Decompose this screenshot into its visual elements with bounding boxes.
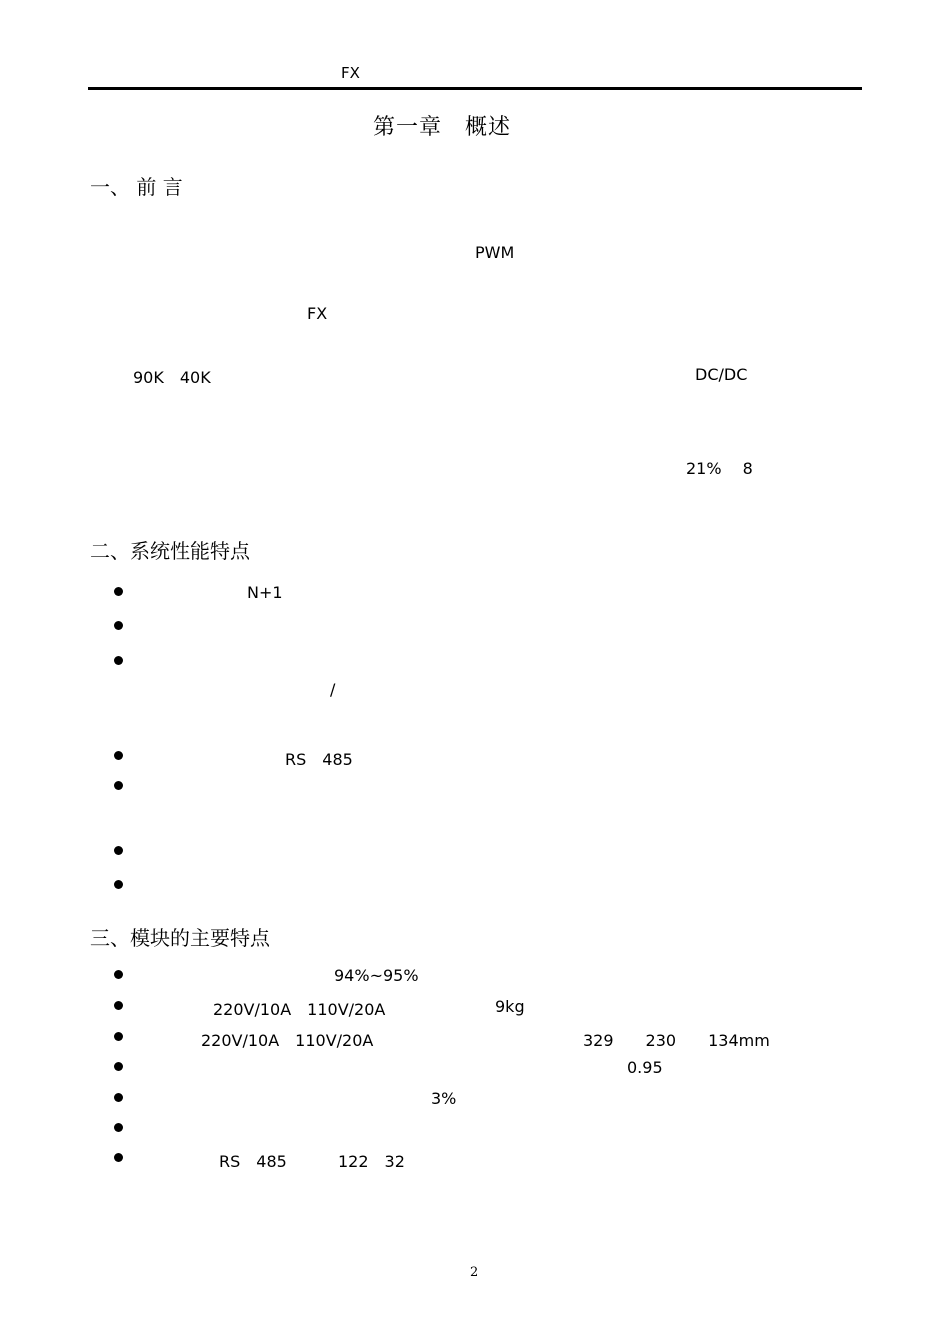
list-item-fragment: 220V/10A 110V/20A xyxy=(201,1031,374,1050)
list-item-fragment: 329 230 134mm xyxy=(583,1031,770,1050)
preface-fragment: 90K 40K xyxy=(133,368,211,387)
list-item-fragment: N+1 xyxy=(247,583,283,602)
bullet-icon xyxy=(114,1123,123,1132)
list-item-fragment: 0.95 xyxy=(627,1058,663,1077)
chapter-title: 第一章 概述 xyxy=(373,115,512,140)
bullet-icon xyxy=(114,621,123,630)
bullet-icon xyxy=(114,1032,123,1041)
preface-fragment: DC/DC xyxy=(695,365,748,384)
bullet-icon xyxy=(114,1001,123,1010)
bullet-icon xyxy=(114,846,123,855)
list-item-fragment: 220V/10A 110V/20A xyxy=(213,1000,386,1019)
bullet-icon xyxy=(114,656,123,665)
header-text: FX xyxy=(341,64,360,82)
list-item-fragment: RS 485 xyxy=(219,1152,287,1171)
section-heading-system-features: 二、系统性能特点 xyxy=(90,539,250,563)
list-item-fragment: 94%~95% xyxy=(334,966,419,985)
page-number: 2 xyxy=(470,1265,479,1280)
bullet-icon xyxy=(114,1153,123,1162)
section-heading-module-features: 三、模块的主要特点 xyxy=(90,926,270,950)
bullet-icon xyxy=(114,1062,123,1071)
preface-fragment: 21% 8 xyxy=(686,459,753,478)
bullet-icon xyxy=(114,880,123,889)
bullet-icon xyxy=(114,751,123,760)
bullet-icon xyxy=(114,781,123,790)
header-rule xyxy=(88,87,862,90)
list-item-fragment: 122 32 xyxy=(338,1152,405,1171)
preface-fragment: FX xyxy=(307,304,328,323)
list-item-fragment: 3% xyxy=(431,1089,457,1108)
list-item-fragment: / xyxy=(330,680,336,699)
bullet-icon xyxy=(114,970,123,979)
section-heading-preface: 一、 前 言 xyxy=(90,175,183,199)
bullet-icon xyxy=(114,587,123,596)
list-item-fragment: RS 485 xyxy=(285,750,353,769)
preface-fragment: PWM xyxy=(475,243,515,262)
bullet-icon xyxy=(114,1093,123,1102)
list-item-fragment: 9kg xyxy=(495,997,525,1016)
